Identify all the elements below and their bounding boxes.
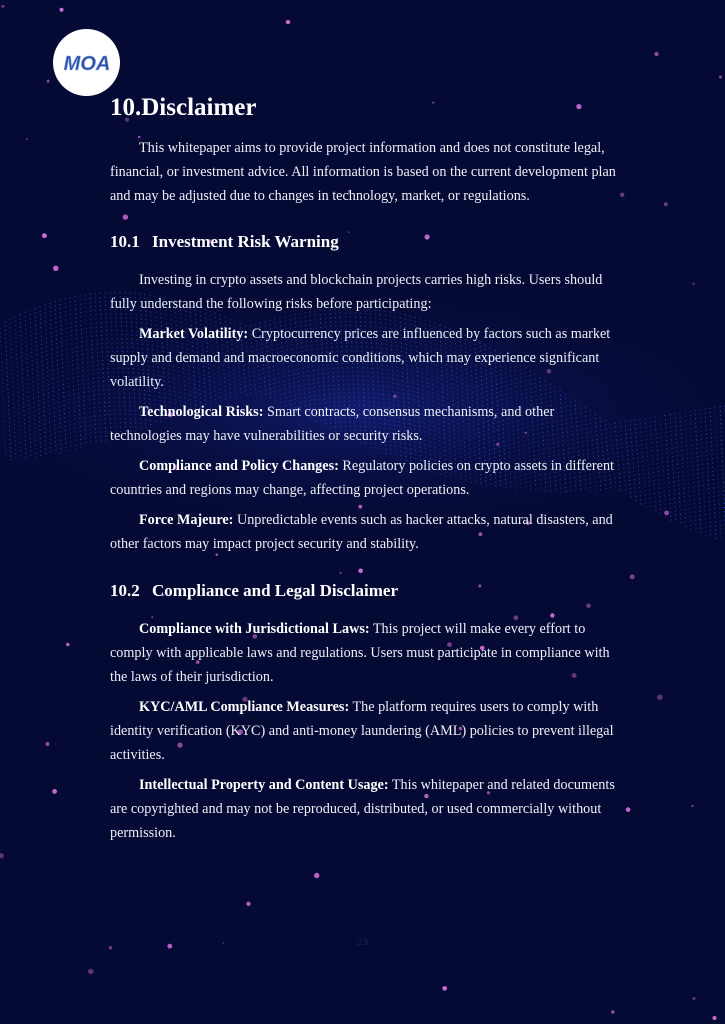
- moa-logo: [53, 29, 120, 96]
- legal-item-jurisdictional-laws: [110, 617, 625, 689]
- sparkle-dot: [692, 283, 694, 285]
- svg-text:MOA: MOA: [63, 52, 110, 75]
- sparkle-dot: [611, 1010, 614, 1013]
- page-number: 23: [357, 936, 368, 948]
- risk-item-force-majeure: [110, 508, 625, 556]
- item-label: Compliance with Jurisdictional Laws:: [139, 621, 370, 637]
- sparkle-dot: [26, 138, 28, 140]
- sparkle-dot: [60, 8, 64, 12]
- section-number: 10.2: [110, 581, 140, 600]
- item-label: Intellectual Property and Content Usage:: [139, 777, 389, 793]
- sparkle-dot: [53, 266, 58, 271]
- sparkle-dot: [45, 742, 49, 746]
- sparkle-dot: [693, 997, 696, 1000]
- sparkle-dot: [664, 511, 669, 516]
- section-title: Compliance and Legal Disclaimer: [152, 581, 399, 600]
- item-label: Market Volatility:: [139, 326, 249, 342]
- section-title: Investment Risk Warning: [152, 232, 339, 251]
- sparkle-dot: [42, 233, 47, 238]
- item-text: Smart contracts, consensus mechanisms, and other technologies may have vulnerabilities or security risks.: [110, 404, 555, 444]
- sparkle-dot: [654, 52, 658, 56]
- sparkle-dot: [47, 80, 50, 83]
- sparkle-dot: [664, 202, 668, 206]
- risk-item-compliance-policy: [110, 454, 625, 502]
- item-label: KYC/AML Compliance Measures:: [139, 699, 350, 715]
- sparkle-dot: [88, 969, 93, 974]
- item-label: Force Majeure:: [139, 512, 234, 528]
- sparkle-dot: [657, 695, 662, 700]
- item-text: Cryptocurrency prices are influenced by factors such as market supply and demand and macroeconomic conditions, which may experience significant volatility.: [110, 326, 611, 390]
- legal-item-intellectual-property: [110, 773, 625, 845]
- page-title: 10.Disclaimer: [110, 94, 257, 121]
- risk-item-market-volatility: [110, 322, 625, 394]
- item-text: Unpredictable events such as hacker attacks, natural disasters, and other factors may impact project security and stability.: [110, 512, 613, 552]
- sparkle-dot: [626, 807, 631, 812]
- moa-logo-mark: [57, 51, 117, 75]
- sparkle-dot: [712, 1016, 716, 1020]
- intro-paragraph: This whitepaper aims to provide project information and does not constitute legal, financial, or investment advice. All information is based on the current development plan and may be adjusted due to changes in technology, market, or regulations.: [110, 140, 616, 204]
- item-text: This project will make every effort to comply with applicable laws and regulations. Users must participate in compliance with the laws of their jurisdiction.: [110, 621, 610, 685]
- item-label: Technological Risks:: [139, 404, 264, 420]
- sparkle-dot: [246, 902, 250, 906]
- legal-item-kyc-aml: [110, 695, 625, 767]
- section-heading-10-1: [110, 230, 625, 254]
- sparkle-dot: [52, 789, 57, 794]
- section-intro: Investing in crypto assets and blockchain projects carries high risks. Users should fully understand the following risks before participating:: [110, 272, 603, 312]
- section-heading-10-2: [110, 579, 625, 603]
- sparkle-dot: [691, 805, 693, 807]
- sparkle-dot: [1, 5, 4, 8]
- sparkle-dot: [286, 20, 290, 24]
- sparkle-dot: [314, 873, 319, 878]
- item-text: Regulatory policies on crypto assets in different countries and regions may change, affecting project operations.: [110, 458, 614, 498]
- item-text: This whitepaper and related documents are copyrighted and may not be reproduced, distributed, or used commercially without permission.: [110, 777, 615, 841]
- risk-item-technological: [110, 400, 625, 448]
- item-text: The platform requires users to comply with identity verification (KYC) and anti-money laundering (AML) policies to prevent illegal activities.: [110, 699, 614, 763]
- item-label: Compliance and Policy Changes:: [139, 458, 339, 474]
- document-body: [110, 92, 625, 845]
- sparkle-dot: [719, 75, 722, 78]
- section-number: 10.1: [110, 232, 140, 251]
- sparkle-dot: [442, 986, 447, 991]
- sparkle-dot: [66, 643, 69, 646]
- sparkle-dot: [630, 574, 635, 579]
